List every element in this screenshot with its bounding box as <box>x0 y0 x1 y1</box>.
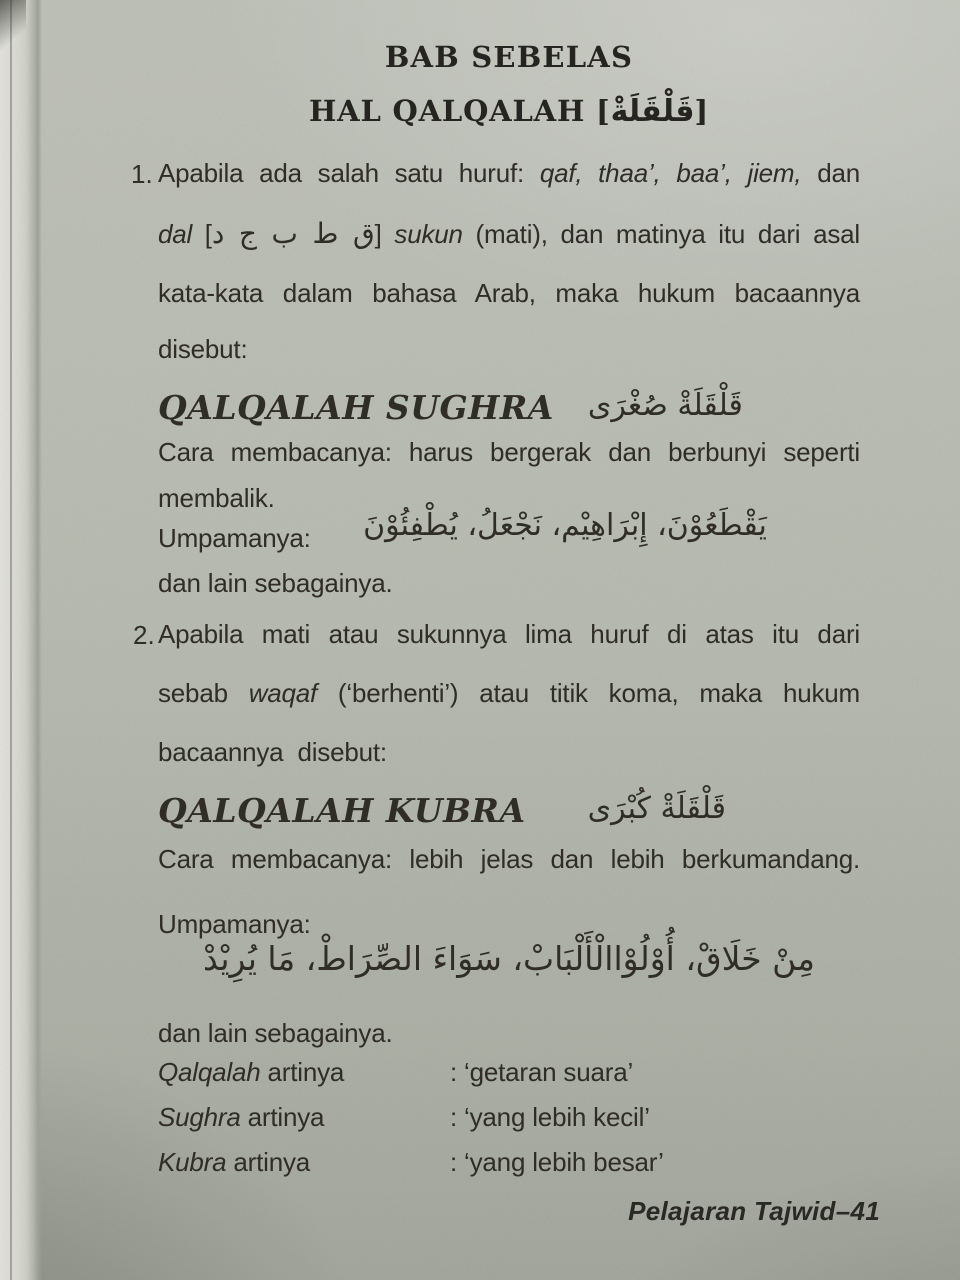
list-item-1-number: 1. <box>131 159 153 189</box>
text-segment-italic: dal <box>158 219 193 249</box>
text-segment: (‘berhenti’) atau titik koma, maka hukum <box>317 678 860 708</box>
page-footer: Pelajaran Tajwid–41 <box>628 1196 880 1226</box>
paragraph-line: Apabila mati atau sukunnya lima huruf di atas itu dari <box>158 619 860 649</box>
etc-line: dan lain sebagainya. <box>158 568 393 598</box>
text-segment: ] <box>374 219 395 249</box>
glossary-definition: : ‘yang lebih besar’ <box>450 1147 664 1177</box>
arabic-letters: ق ط ب ج د <box>211 217 375 250</box>
glossary-term-word: Sughra <box>158 1102 241 1132</box>
paragraph-line <box>158 158 860 189</box>
glossary-definition: : ‘getaran suara’ <box>450 1057 634 1087</box>
cara-line: Cara membacanya: harus bergerak dan berbunyi seperti <box>158 437 860 467</box>
list-item-2-number: 2. <box>133 620 155 650</box>
section-title-arabic: قَلْقَلَةْ <box>610 94 695 129</box>
glossary-row <box>158 1102 860 1133</box>
glossary-term-label: artinya <box>240 1102 325 1132</box>
text-segment: Apabila ada salah satu huruf: <box>158 158 540 188</box>
qalqalah-sughra-heading <box>158 388 743 427</box>
glossary-term-word: Qalqalah <box>158 1057 261 1087</box>
paragraph-line <box>158 678 860 709</box>
cara-line: Cara membacanya: lebih jelas dan lebih berkumandang. <box>158 844 860 874</box>
glossary-term <box>158 1147 450 1178</box>
heading-arabic: قَلْقَلَةْ كُبْرَى <box>587 791 726 826</box>
text-segment: sebab <box>158 678 249 708</box>
cara-line: membalik. <box>158 483 275 513</box>
glossary-row <box>158 1147 860 1178</box>
text-segment-italic: qaf, thaa’, baa’, jiem, <box>539 158 802 188</box>
paragraph-line: disebut: <box>158 334 248 364</box>
glossary-term <box>158 1102 450 1133</box>
section-title-bracket: ] <box>694 94 710 128</box>
glossary-term <box>158 1057 450 1088</box>
text-segment-italic: sukun <box>394 219 463 249</box>
paragraph-line: kata-kata dalam bahasa Arab, maka hukum bacaannya <box>158 278 860 308</box>
glossary-term-label: artinya <box>260 1057 345 1087</box>
text-segment-italic: waqaf <box>248 678 318 708</box>
qalqalah-kubra-heading <box>158 791 726 830</box>
chapter-title: BAB SEBELAS <box>384 40 634 74</box>
paragraph-line <box>158 219 860 250</box>
paragraph-line: bacaannya disebut: <box>158 737 387 767</box>
arabic-examples: يَقْطَعُوْنَ، إِبْرَاهِيْم، نَجْعَلُ، يُطْفِئُوْنَ <box>363 508 767 543</box>
section-title-latin: HAL QALQALAH [ <box>308 94 611 128</box>
heading-latin: QALQALAH SUGHRA <box>158 388 554 427</box>
section-title <box>158 94 860 129</box>
heading-arabic: قَلْقَلَةْ صُغْرَى <box>587 388 743 423</box>
arabic-examples: مِنْ خَلَاقْ، أُوْلُوْاالْأَلْبَابْ، سَوَاءَ الصِّرَاطْ، مَا يُرِيْدْ <box>203 939 815 978</box>
heading-latin: QALQALAH KUBRA <box>158 791 526 830</box>
umpamanya-label: Umpamanya: <box>158 523 311 553</box>
glossary-term-word: Kubra <box>158 1147 227 1177</box>
text-segment: (mati), dan matinya itu dari asal <box>462 219 860 249</box>
glossary-definition: : ‘yang lebih kecil’ <box>450 1102 650 1132</box>
text-segment: [ <box>192 219 212 249</box>
umpamanya-label: Umpamanya: <box>158 909 311 939</box>
glossary-term-label: artinya <box>226 1147 311 1177</box>
text-segment: dan <box>801 158 860 188</box>
etc-line: dan lain sebagainya. <box>158 1018 393 1048</box>
glossary-row <box>158 1057 860 1088</box>
